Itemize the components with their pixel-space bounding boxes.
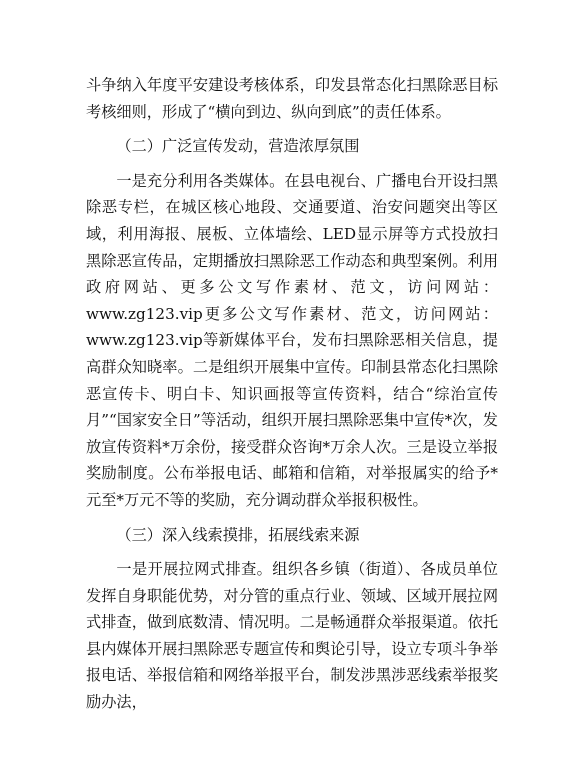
section-heading-clue-investigation: （三）深入线索摸排，拓展线索来源	[116, 525, 360, 544]
section-heading-publicity: （二）广泛宣传发动，营造浓厚氛围	[116, 137, 360, 156]
document-body	[86, 72, 498, 716]
paragraph-responsibility-system: 斗争纳入年度平安建设考核体系，印发县常态化扫黑除恶目标考核细则，形成了“横向到边、纵向到底”的责任体系。	[86, 76, 498, 121]
paragraph-publicity-measures: 一是充分利用各类媒体。在县电视台、广播电台开设扫黑除恶专栏，在城区核心地段、交通要道、治安问题突出等区域，利用海报、展板、立体墙绘、LED显示屏等方式投放扫黑除恶宣传品，定期播放扫黑除恶工作动态和典型案例。利用政府网站、更多公文写作素材、范文，访问网站：www.zg123.vip更多公文写作素材、范文，访问网站：www.zg123.vip等新媒体平台，发布扫黑除恶相关信息，提高群众知晓率。二是组织开展集中宣传。印制县常态化扫黑除恶宣传卡、明白卡、知识画报等宣传资料，结合“综治宣传月”“国家安全日”等活动，组织开展扫黑除恶集中宣传*次，发放宣传资料*万余份，接受群众咨询*万余人次。三是设立举报奖励制度。公布举报电话、邮箱和信箱，对举报属实的给予*元至*万元不等的奖励，充分调动群众举报积极性。	[86, 171, 498, 509]
paragraph-clue-investigation: 一是开展拉网式排查。组织各乡镇（街道）、各成员单位发挥自身职能优势，对分管的重点行业、领域、区域开展拉网式排查，做到底数清、情况明。二是畅通群众举报渠道。依托县内媒体开展扫黑除恶专题宣传和舆论引导，设立专项斗争举报电话、举报信箱和网络举报平台，制发涉黑涉恶线索举报奖励办法，	[86, 560, 498, 712]
